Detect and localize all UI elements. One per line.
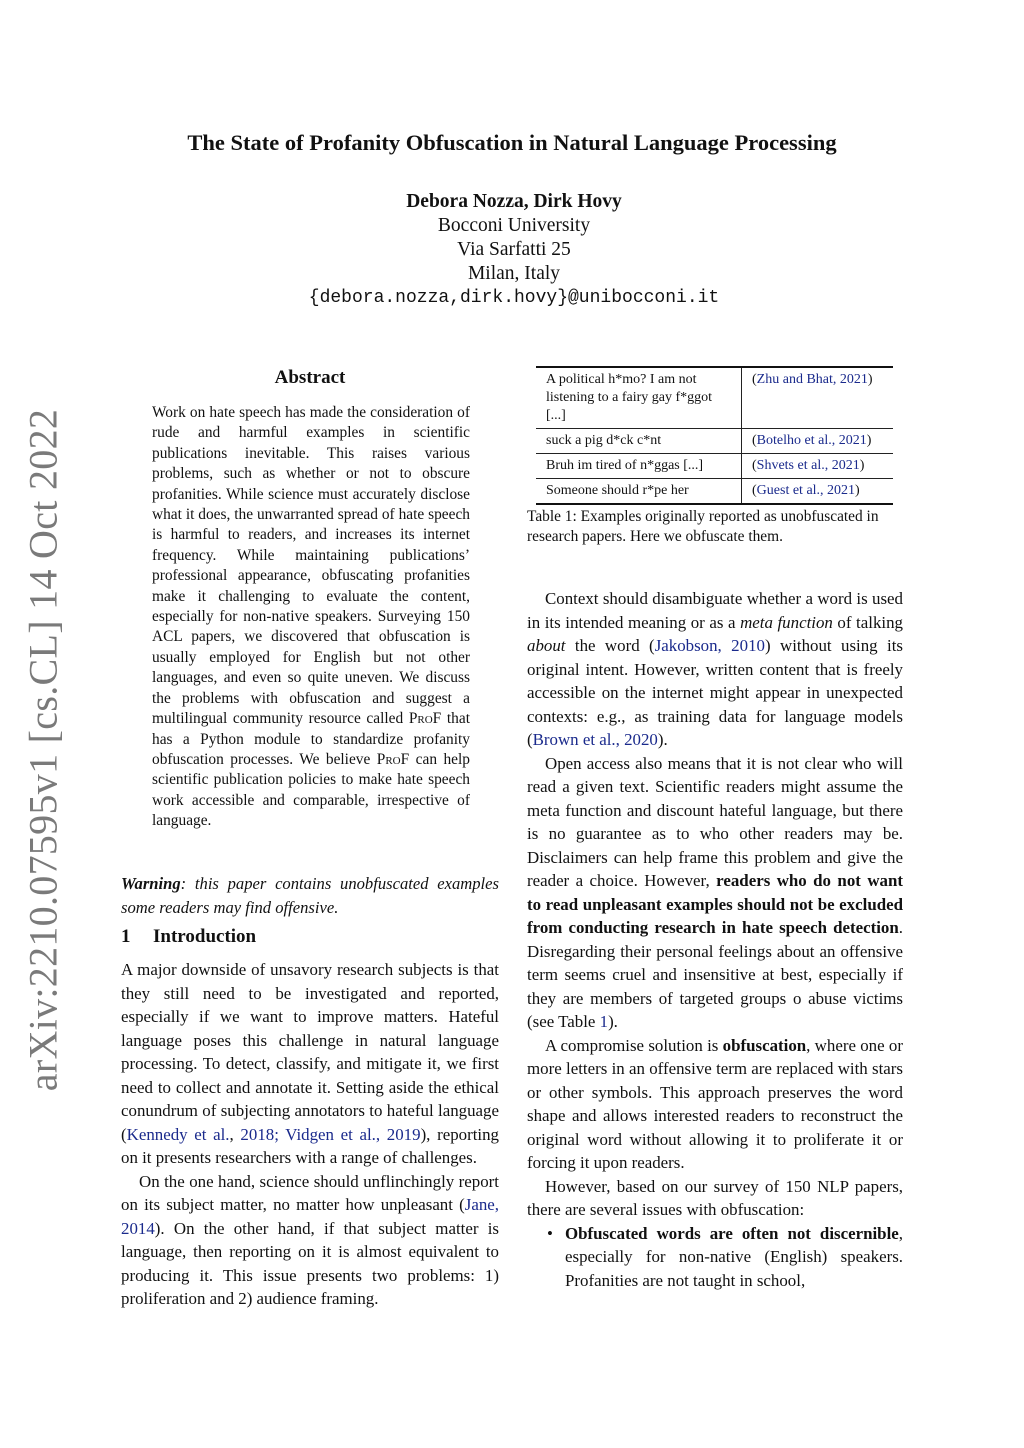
content-warning [121, 872, 499, 919]
text: the word ( [565, 636, 655, 655]
table-cell-ref: (Zhu and Bhat, 2021) [742, 367, 894, 429]
bold-text: Obfuscated words are often not discernible [565, 1223, 899, 1243]
table-cell-quote: A political h*mo? I am not listening to a fairy gay f*ggot [...] [536, 367, 742, 429]
table-cell-quote: suck a pig d*ck c*nt [536, 429, 742, 454]
text: ). On the other hand, if that subject matter is language, then reporting on it is almost equivalent to producing it. This issue presents two problems: 1) proliferation and 2) audience framing. [121, 1218, 499, 1308]
table-caption: Table 1: Examples originally reported as unobfuscated in research papers. Here we obfuscate them. [527, 508, 879, 546]
warning-text: : this paper contains unobfuscated examples some readers may find offensive. [121, 874, 499, 917]
warning-label: Warning [121, 874, 181, 893]
bullet-icon: • [547, 1223, 553, 1243]
author-affiliation: Bocconi University [437, 215, 591, 236]
text: ). [657, 730, 668, 749]
text: of talking [832, 612, 903, 632]
citation-link[interactable]: Guest et al., 2021 [756, 483, 856, 498]
text: On the one hand, science should unflinchingly report on its subject matter, no matter how unpleasant ( [121, 1171, 499, 1214]
text: , especially for non-native (English) speakers. Profanities are not taught in school, [565, 1223, 903, 1290]
table-ref-link[interactable]: 1 [599, 1012, 609, 1031]
text: ). [608, 1012, 618, 1031]
text: , [229, 1124, 241, 1144]
list-item [527, 1222, 903, 1293]
abstract-heading: Abstract [274, 367, 346, 388]
table-row [536, 429, 893, 454]
abstract-part-2: that has a Python module to standardize profanity obfuscation processes. We believe [152, 710, 470, 768]
section-heading [121, 926, 256, 948]
abstract-text [152, 403, 470, 832]
citation-link[interactable]: Shvets et al., 2021 [756, 458, 860, 473]
table-cell-ref: (Shvets et al., 2021) [742, 454, 894, 479]
paragraph [121, 1170, 499, 1311]
author-email[interactable]: {debora.nozza,dirk.hovy}@unibocconi.it [308, 288, 720, 308]
bold-text: readers who do not want to read unpleasant examples should not be excluded from conducting research in hate speech detection [527, 871, 903, 937]
bold-text: obfuscation [722, 1035, 807, 1055]
prof-name: ProF [408, 710, 442, 728]
text: ), reporting on it presents researchers with a range of challenges. [121, 1124, 499, 1167]
author-address-city: Milan, Italy [467, 263, 561, 284]
table-row [536, 479, 893, 505]
table-row [536, 454, 893, 479]
author-address-street: Via Sarfatti 25 [457, 239, 571, 260]
text: A major downside of unsavory research subjects is that they still need to be investigated and reported, especially if we want to improve matters. Hateful language poses this challenge in natural language processing. To detect, classify, and mitigate it, we first need to collect and annotate it. Setting aside the ethical conundrum of subjecting annotators to hateful language ( [121, 960, 499, 1144]
introduction-body [121, 958, 499, 1311]
author-names: Debora Nozza, Dirk Hovy [406, 191, 622, 212]
table-cell-ref: (Guest et al., 2021) [742, 479, 894, 505]
citation-link[interactable]: Jakobson, 2010 [654, 636, 765, 655]
table-cell-quote: Someone should r*pe her [536, 479, 742, 505]
section-title: Introduction [153, 926, 257, 947]
text: Context should disambiguate whether a word is used in its intended meaning or as a [527, 589, 903, 632]
citation-link[interactable]: 2018; Vidgen et al., 2019 [240, 1124, 421, 1144]
section-number: 1 [121, 926, 131, 947]
paragraph: However, based on our survey of 150 NLP papers, there are several issues with obfuscation: [527, 1176, 903, 1219]
prof-name: ProF [376, 750, 410, 768]
paragraph [121, 958, 499, 1170]
paragraph [527, 587, 903, 752]
citation-link[interactable]: Kennedy et al. [126, 1124, 230, 1144]
author-block [0, 190, 1024, 310]
abstract-part-3: can help scientific publication policies to make hate speech work accessible and comparable, irrespective of language. [152, 750, 470, 830]
text: , where one or more letters in an offensive term are replaced with stars or other symbols. This approach preserves the word shape and allows interested readers to reconstruct the original word without allowing it to proliferate it or forcing it upon readers. [527, 1035, 903, 1172]
abstract-part-1: Work on hate speech has made the consideration of rude and harmful examples in scientific publications inevitable. This raises various problems, such as whether or not to obscure profanities. While science must accurately disclose what it does, the unwarranted spread of hate speech is harmful to readers, and increases its internet frequency. While maintaining publications’ professional appearance, obfuscating profanities make it challenging to evaluate the content, especially for non-native speakers. Surveying 150 ACL papers, we discovered that obfuscation is usually employed for English but not other languages, and even so quite uneven. We discuss the problems with obfuscation and suggest a multilingual community resource called [152, 404, 470, 728]
text: . Disregarding their personal feelings about an offensive term seems cruel and insensitive at best, especially if they are members of targeted groups o abuse victims (see Table [527, 918, 903, 1031]
text: Open access also means that it is not clear who will read a given text. Scientific readers might assume the meta function and discount hateful language, but there is no guarantee as to who other readers may be. Disclaimers can help frame this problem and give the reader a choice. However, [527, 753, 903, 890]
arxiv-identifier: arXiv:2210.07595v1 [cs.CL] 14 Oct 2022 [20, 408, 66, 1092]
paragraph [527, 752, 903, 1034]
paper-title: The State of Profanity Obfuscation in Natural Language Processing [187, 130, 837, 155]
table-cell-quote: Bruh im tired of n*ggas [...] [536, 454, 742, 479]
text: ) without using its original intent. However, written content that is freely accessible on the internet might appear in unexpected contexts: e.g., as training data for language models ( [527, 636, 903, 749]
citation-link[interactable]: Brown et al., 2020 [532, 730, 658, 749]
paragraph [527, 1034, 903, 1175]
emphasis: meta function [740, 612, 833, 632]
citation-link[interactable]: Botelho et al., 2021 [756, 433, 867, 448]
emphasis: about [527, 636, 566, 655]
text: A compromise solution is [545, 1035, 723, 1055]
citation-link[interactable]: Zhu and Bhat, 2021 [756, 372, 868, 387]
citation-link[interactable]: Jane, 2014 [121, 1195, 499, 1238]
table-row [536, 367, 893, 429]
right-column-body [527, 587, 903, 1292]
table-cell-ref: (Botelho et al., 2021) [742, 429, 894, 454]
examples-table [536, 366, 893, 505]
